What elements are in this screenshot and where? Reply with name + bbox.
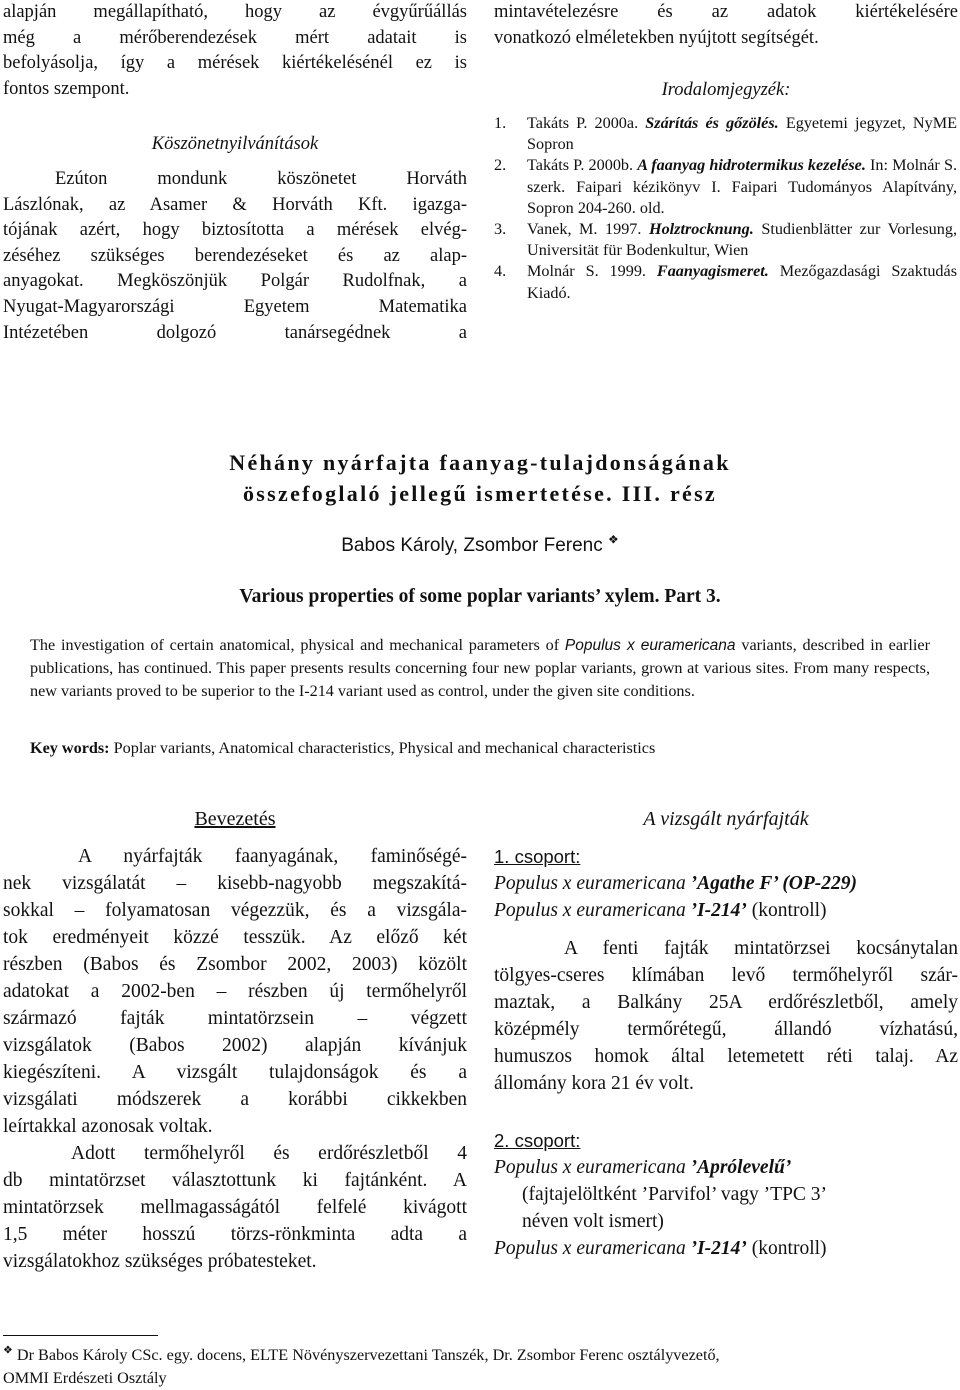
reference-number: 2. — [494, 156, 507, 175]
variant-cultivar: ’Aprólevelű’ — [690, 1157, 792, 1178]
text-line: A nyárfajták faanyagának, faminőségé- — [78, 846, 467, 867]
reference-number: 1. — [494, 114, 507, 132]
variant-cultivar: ’Agathe F’ (OP-229) — [690, 873, 858, 894]
variant-cultivar: ’I-214’ — [690, 900, 747, 921]
text-line: részben (Babos és Zsombor 2002, 2003) közölt — [3, 954, 467, 975]
footnote-line: OMMI Erdészeti Osztály — [3, 1369, 167, 1387]
variant-cultivar: ’I-214’ — [690, 1238, 747, 1259]
variant-item — [494, 1154, 958, 1181]
text-line: vizsgálatokhoz szükséges próbatesteket. — [3, 1251, 317, 1272]
variant-item — [494, 870, 958, 897]
text-line: leírtakkal azonosak voltak. — [3, 1116, 213, 1137]
text-line: vizsgálati módszerek a korábbi cikkekben — [3, 1089, 467, 1110]
reference-number: 3. — [494, 220, 507, 239]
abstract — [30, 634, 930, 704]
group-label: 1. csoport: — [494, 846, 581, 867]
group-label: 2. csoport: — [494, 1130, 581, 1151]
article-authors — [0, 532, 960, 560]
footnote-marker-icon: ❖ — [3, 1344, 13, 1357]
reference-number: 4. — [494, 262, 507, 281]
text-line: vonatkozó elméletekben nyújtott segítségét. — [494, 27, 819, 48]
text-line: tójának azért, hogy biztosította a mérések elvég- — [3, 220, 467, 241]
reference-title: Faanyagismeret. — [656, 262, 769, 281]
reference-title: Szárítás és gőzölés. — [645, 114, 779, 132]
variant-species: Populus x euramericana — [494, 900, 691, 921]
authors-text: Babos Károly, Zsombor Ferenc — [341, 535, 603, 556]
text-line: befolyásolja, így a mérések kiértékelésénél ez is — [3, 53, 467, 74]
footnote-rule — [3, 1335, 158, 1336]
variant-species: Populus x euramericana — [494, 1157, 691, 1178]
references-list — [494, 113, 957, 304]
variant-species: Populus x euramericana — [494, 1238, 691, 1259]
keywords-label: Key words: — [30, 739, 110, 757]
variant-note: néven volt ismert) — [522, 1211, 664, 1232]
text-line: 1,5 méter hosszú törzs-rönkminta adta a — [3, 1224, 467, 1245]
variant-note: (kontroll) — [746, 1238, 827, 1259]
acknowledgements-continuation — [494, 0, 958, 51]
footnote — [3, 1344, 958, 1390]
text-line: anyagokat. Megköszönjük Polgár Rudolfnak, a — [3, 271, 467, 292]
text-line: A fenti fajták mintatörzsei kocsánytalan — [564, 938, 958, 959]
article-title — [0, 447, 960, 509]
variants-heading: A vizsgált nyárfajták — [643, 808, 809, 830]
variant-note: (kontroll) — [746, 900, 827, 921]
references-heading: Irodalomjegyzék: — [661, 80, 791, 100]
previous-article-ending — [3, 0, 467, 102]
reference-rest: Studienblätter zur Vorlesung, Universität für Bodenkultur, Wien — [527, 220, 957, 260]
introduction-heading: Bevezetés — [194, 808, 276, 830]
variant-item — [494, 897, 958, 924]
article-title-line: összefoglaló jellegű ismertetése. III. rész — [243, 481, 717, 506]
variant-group-2 — [494, 1127, 958, 1262]
reference-author: Vanek, M. 1997. — [527, 220, 649, 239]
text-line: db mintatörzset választottunk ki fajtánként. A — [3, 1170, 467, 1191]
variant-group-1 — [494, 843, 958, 924]
reference-item — [494, 155, 957, 219]
footnote-marker-icon: ❖ — [608, 532, 619, 547]
reference-author: Takáts P. 2000b. — [527, 156, 638, 175]
text-line: mintavételezésre és az adatok kiértékelésére — [494, 2, 958, 22]
variant-group-1-description — [494, 935, 958, 1097]
text-line: adatokat a 2002-ben – részben új termőhelyről — [3, 981, 467, 1002]
reference-item — [494, 261, 957, 303]
variant-item — [494, 1235, 958, 1262]
text-line: zéséhez szükséges berendezéseket és az alap- — [3, 245, 467, 266]
reference-author: Takáts P. 2000a. — [527, 114, 646, 132]
text-line: Nyugat-Magyarországi Egyetem Matematika — [3, 296, 467, 317]
text-line: fontos szempont. — [3, 78, 130, 99]
variant-species: Populus x euramericana — [494, 873, 691, 894]
text-line: nek vizsgálatát – kisebb-nagyobb megszakítá- — [3, 873, 467, 894]
article-title-line: Néhány nyárfajta faanyag-tulajdonságának — [229, 450, 731, 475]
reference-rest: In: Molnár S. szerk. Faipari kézikönyv I. Faipari Tudományos Alapítvány, Sopron 204-260. old. — [527, 156, 957, 217]
introduction-paragraph-2 — [3, 1140, 467, 1275]
text-line: még a mérőberendezések mért adatait is — [3, 27, 467, 48]
text-line: Intézetében dolgozó tanársegédnek a — [3, 322, 467, 343]
text-line: kiegészíteni. A vizsgált tulajdonságok és a — [3, 1062, 467, 1083]
english-title: Various properties of some poplar variants’ xylem. Part 3. — [239, 586, 721, 607]
acknowledgements-text — [3, 167, 467, 346]
text-line: származó fajták mintatörzsein – végzett — [3, 1008, 467, 1029]
abstract-species: Populus x euramericana — [564, 637, 736, 654]
text-line: alapján megállapítható, hogy az évgyűrűállás — [3, 2, 467, 22]
text-line: Lászlónak, az Asamer & Horváth Kft. igazga- — [3, 194, 467, 215]
text-line: középmély termőrétegű, állandó vízhatású, — [494, 1019, 958, 1040]
reference-item — [494, 219, 957, 261]
introduction-paragraph-1 — [3, 843, 467, 1140]
reference-rest: Egyetemi jegyzet, NyME Sopron — [527, 114, 957, 154]
text-line: humuszos homok által letemetett réti talaj. Az — [494, 1046, 958, 1067]
text-line: tok eredményeit közzé tesszük. Az előző két — [3, 927, 467, 948]
footnote-line: ❖ Dr Babos Károly CSc. egy. docens, ELTE Növényszervezettani Tanszék, Dr. Zsombor Ferenc osztályvezető, — [3, 1344, 720, 1364]
reference-title: A faanyag hidrotermikus kezelése. — [637, 156, 866, 175]
abstract-text: variants, described in earlier publications, has continued. This paper presents results concerning four new poplar variants, grown at various sites. From many respects, new variants proved to be superior to the I-214 variant used as control, under the given site conditions. — [30, 636, 931, 701]
acknowledgements-heading: Köszönetnyilvánítások — [151, 134, 319, 154]
text-line: Adott termőhelyről és erdőrészletből 4 — [71, 1143, 467, 1164]
text-line: állomány kora 21 év volt. — [494, 1073, 694, 1094]
text-line: tölgyes-cseres klímában levő termőhelyről szár- — [494, 965, 958, 986]
reference-item — [494, 113, 957, 155]
text-line: sokkal – folyamatosan végezzük, és a vizsgála- — [3, 900, 467, 921]
variant-note: (fajtajelöltként ’Parvifol’ vagy ’TPC 3’ — [522, 1184, 828, 1205]
keywords-text: Poplar variants, Anatomical characteristics, Physical and mechanical characteristics — [109, 739, 656, 757]
reference-rest: Mezőgazdasági Szaktudás Kiadó. — [527, 262, 958, 302]
text-line: mintatörzsek mellmagasságától felfelé kivágott — [3, 1197, 467, 1218]
text-line: vizsgálatok (Babos 2002) alapján kívánjuk — [3, 1035, 467, 1056]
abstract-text: The investigation of certain anatomical, physical and mechanical parameters of — [30, 636, 565, 654]
reference-title: Holztrocknung. — [648, 220, 754, 239]
keywords — [30, 737, 930, 759]
text-line: maztak, a Balkány 25A erdőrészletből, amely — [494, 992, 958, 1013]
text-line: Ezúton mondunk köszönetet Horváth — [55, 169, 467, 189]
reference-author: Molnár S. 1999. — [527, 262, 657, 281]
